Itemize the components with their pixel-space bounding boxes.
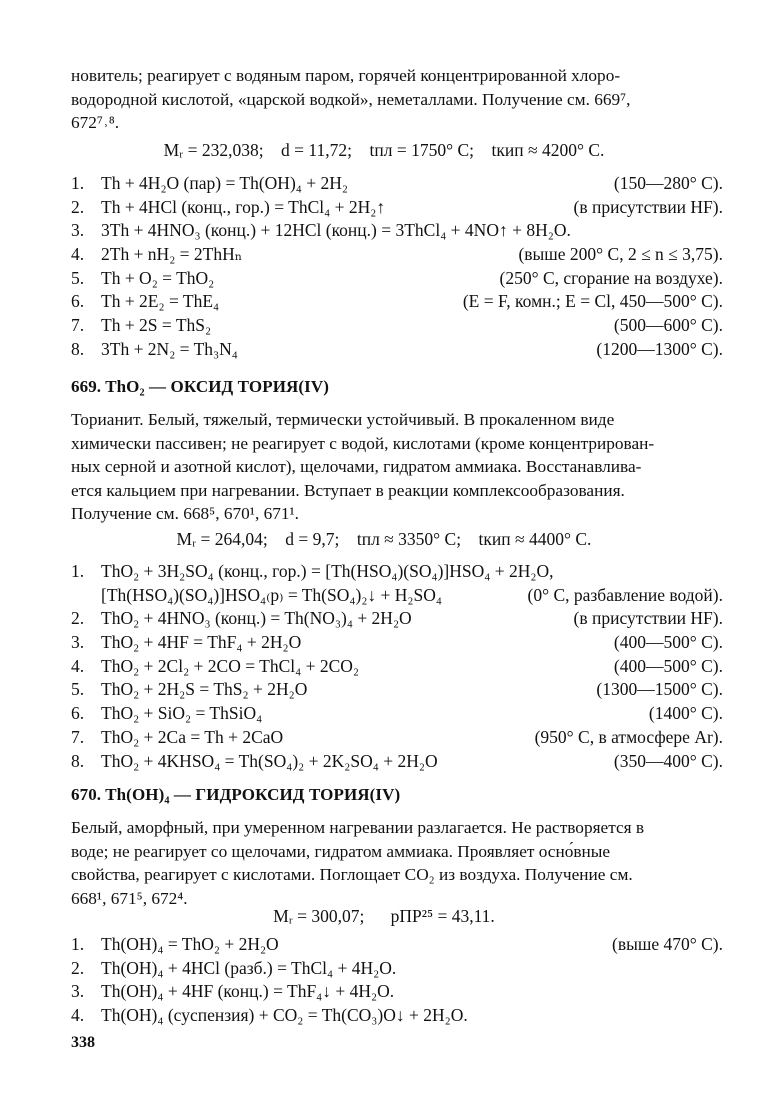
reaction-conditions: (выше 470° С).: [612, 934, 723, 954]
reaction-row: [71, 290, 723, 314]
section-669-heading: 669. ThO₂ — ОКСИД ТОРИЯ(IV): [71, 377, 330, 396]
reaction-equation: 3Th + 4HNO₃ (конц.) + 12HCl (конц.) = 3ThCl₄ + 4NO↑ + 8H₂O.: [101, 220, 571, 241]
reaction-equation: ThO₂ + 4HNO₃ (конц.) = Th(NO₃)₄ + 2H₂O: [101, 608, 412, 629]
reaction-conditions: (0° С, разбавление водой).: [527, 584, 723, 605]
reaction-number: 2.: [71, 608, 85, 629]
reaction-number: 8.: [71, 338, 85, 359]
reaction-number: 7.: [71, 726, 85, 747]
reaction-equation: Th + O₂ = ThO₂: [101, 267, 215, 288]
section-670-constants: Mᵣ = 300,07; pПР²⁵ = 43,11.: [273, 906, 495, 926]
text-line: водородной кислотой, «царской водкой», неметаллами. Получение см. 669⁷,: [71, 89, 631, 109]
reaction-row: [71, 219, 723, 243]
reaction-row: [71, 750, 723, 774]
reaction-row: [71, 196, 723, 220]
reaction-number: 3.: [71, 220, 85, 241]
reaction-number: 3.: [71, 981, 85, 1002]
reaction-equation: Th(OH)₄ (суспензия) + CO₂ = Th(CO₃)O↓ + 2H₂O.: [101, 1005, 468, 1026]
reaction-equation: Th(OH)₄ = ThO₂ + 2H₂O: [101, 934, 279, 954]
reaction-conditions: (500—600° С).: [613, 315, 723, 336]
reaction-number: 1.: [71, 934, 85, 954]
reaction-row: [71, 933, 723, 957]
text-line: 668¹, 671⁵, 672⁴.: [71, 888, 188, 908]
reaction-number: 6.: [71, 291, 85, 312]
reaction-equation: Th + 2E₂ = ThE₄: [101, 291, 220, 312]
reaction-row: [71, 1004, 723, 1028]
reaction-number: 2.: [71, 957, 85, 978]
reaction-conditions: (350—400° С).: [613, 750, 723, 771]
reaction-row: [71, 584, 723, 608]
reaction-equation: Th + 2S = ThS₂: [101, 315, 212, 336]
reaction-number: 7.: [71, 315, 85, 336]
reaction-row: [71, 243, 723, 267]
reaction-conditions: (950° С, в атмосфере Ar).: [534, 726, 723, 747]
section-670-description: [71, 816, 721, 910]
text-line: воде; не реагирует со щелочами, гидратом аммиака. Проявляет осно́вные: [71, 841, 611, 861]
reaction-equation: Th + 4HCl (конц., гор.) = ThCl₄ + 2H₂↑: [101, 196, 386, 217]
reaction-row: [71, 957, 723, 981]
text-line: 672⁷˒⁸.: [71, 113, 120, 132]
reaction-equation: ThO₂ + 2Ca = Th + 2CaO: [101, 726, 284, 747]
reaction-conditions: (150—280° С).: [613, 173, 723, 193]
reaction-number: 3.: [71, 632, 85, 653]
reaction-conditions: (E = F, комн.; E = Cl, 450—500° С).: [462, 291, 723, 312]
text-line: новитель; реагирует с водяным паром, горячей концентрированной хлоро-: [71, 66, 621, 85]
reaction-row: [71, 172, 723, 196]
section-670-heading: 670. Th(OH)₄ — ГИДРОКСИД ТОРИЯ(IV): [71, 785, 401, 804]
reaction-row: [71, 338, 723, 362]
reaction-conditions: (1300—1500° С).: [596, 679, 723, 700]
reaction-equation: ThO₂ + 3H₂SO₄ (конц., гор.) = [Th(HSO₄)(SO₄)]HSO₄ + 2H₂O,: [101, 561, 554, 581]
reaction-equation: ThO₂ + SiO₂ = ThSiO₄: [101, 703, 263, 724]
reaction-row: [71, 267, 723, 291]
section-669-reaction-list: [71, 560, 723, 773]
reaction-row: [71, 702, 723, 726]
reaction-row: [71, 726, 723, 750]
reaction-equation: Th(OH)₄ + 4HCl (разб.) = ThCl₄ + 4H₂O.: [101, 957, 397, 978]
reaction-equation: Th + 4H₂O (пар) = Th(OH)₄ + 2H₂: [101, 173, 348, 193]
reaction-row: [71, 980, 723, 1004]
text-line: Получение см. 668⁵, 670¹, 671¹.: [71, 504, 300, 523]
page-number: 338: [71, 1034, 95, 1051]
reaction-number: 8.: [71, 750, 85, 771]
reaction-row: [71, 560, 723, 584]
thorium-constants: Mᵣ = 232,038; d = 11,72; tпл = 1750° С; tкип ≈ 4200° С.: [163, 140, 605, 160]
reaction-number: 6.: [71, 703, 85, 724]
reaction-equation: 3Th + 2N₂ = Th₃N₄: [101, 338, 238, 359]
intro-paragraph: [71, 64, 721, 135]
reaction-number: 4.: [71, 655, 85, 676]
text-line: свойства, реагирует с кислотами. Поглощает CO₂ из воздуха. Получение см.: [71, 865, 633, 884]
reaction-conditions: (400—500° С).: [613, 655, 723, 676]
text-line: Белый, аморфный, при умеренном нагревании разлагается. Не растворяется в: [71, 818, 645, 837]
text-line: ных серной и азотной кислот), щелочами, гидратом аммиака. Восстанавлива-: [71, 457, 642, 476]
reaction-equation: ThO₂ + 4KHSO₄ = Th(SO₄)₂ + 2K₂SO₄ + 2H₂O: [101, 750, 438, 771]
text-line: химически пассивен; не реагирует с водой, кислотами (кроме концентрирован-: [71, 433, 655, 453]
thorium-reaction-list: [71, 172, 723, 362]
reaction-equation: [Th(HSO₄)(SO₄)]HSO₄₍р₎ = Th(SO₄)₂↓ + H₂SO₄: [101, 584, 442, 605]
section-670-reaction-list: [71, 933, 723, 1028]
reaction-equation: ThO₂ + 2H₂S = ThS₂ + 2H₂O: [101, 679, 308, 700]
reaction-number: 4.: [71, 244, 85, 265]
reaction-conditions: (выше 200° С, 2 ≤ n ≤ 3,75).: [518, 244, 723, 265]
reaction-row: [71, 607, 723, 631]
reaction-conditions: (в присутствии HF).: [573, 608, 723, 629]
reaction-conditions: (1200—1300° С).: [596, 338, 723, 359]
reaction-number: 2.: [71, 196, 85, 217]
reaction-row: [71, 314, 723, 338]
section-669-constants: Mᵣ = 264,04; d = 9,7; tпл ≈ 3350° С; tкип ≈ 4400° С.: [176, 529, 592, 549]
reaction-conditions: (1400° С).: [648, 703, 723, 724]
text-line: Торианит. Белый, тяжелый, термически устойчивый. В прокаленном виде: [71, 410, 615, 429]
reaction-conditions: (в присутствии HF).: [573, 196, 723, 217]
section-669-description: [71, 408, 721, 526]
text-line: ется кальцием при нагревании. Вступает в реакции комплексообразования.: [71, 480, 625, 500]
reaction-equation: 2Th + nH₂ = 2ThHₙ: [101, 244, 243, 265]
reaction-conditions: (250° С, сгорание на воздухе).: [499, 267, 723, 288]
reaction-row: [71, 631, 723, 655]
reaction-row: [71, 678, 723, 702]
reaction-number: 5.: [71, 679, 85, 700]
reaction-equation: Th(OH)₄ + 4HF (конц.) = ThF₄↓ + 4H₂O.: [101, 981, 395, 1002]
reaction-number: 4.: [71, 1005, 85, 1026]
reaction-number: 5.: [71, 267, 85, 288]
reaction-equation: ThO₂ + 4HF = ThF₄ + 2H₂O: [101, 632, 302, 653]
reaction-equation: ThO₂ + 2Cl₂ + 2CO = ThCl₄ + 2CO₂: [101, 655, 360, 676]
reaction-conditions: (400—500° С).: [613, 632, 723, 653]
reaction-number: 1.: [71, 561, 85, 581]
reaction-row: [71, 655, 723, 679]
reaction-number: 1.: [71, 173, 85, 193]
